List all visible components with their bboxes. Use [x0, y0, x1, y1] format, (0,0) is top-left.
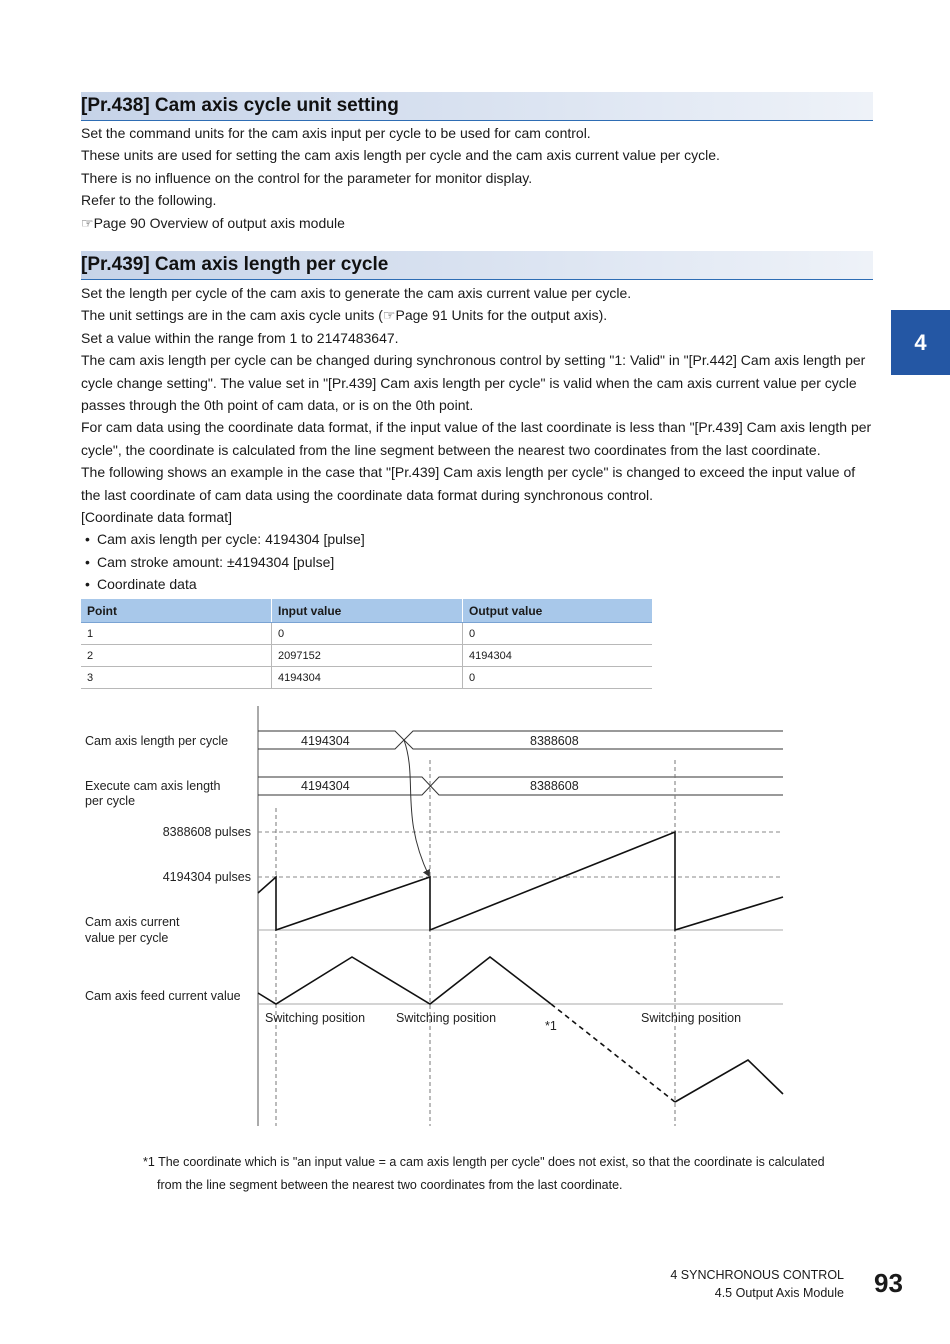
page-footer	[670, 1266, 844, 1302]
text-line: These units are used for setting the cam axis length per cycle and the cam axis current value per cycle.	[81, 147, 720, 164]
table-cell: 0	[463, 667, 653, 689]
exec-value: 4194304	[301, 779, 350, 793]
table-cell: 0	[272, 623, 463, 645]
chapter-tab[interactable]: 4	[891, 310, 950, 375]
bullet-item: • Coordinate data	[81, 573, 876, 595]
footnote-line: *1 The coordinate which is "an input value = a cam axis length per cycle" does not exist, so that the coordinate is calculated	[143, 1155, 825, 1169]
bullet-item: • Cam axis length per cycle: 4194304 [pulse]	[81, 528, 876, 550]
format-label: [Coordinate data format]	[81, 509, 232, 526]
table-cell: 4194304	[463, 645, 653, 667]
switching-guides	[276, 760, 675, 1126]
length-value: 8388608	[530, 734, 579, 748]
table-cell: 2	[81, 645, 272, 667]
switching-label: Switching position	[265, 1011, 366, 1025]
feed-value-waveform	[258, 957, 551, 1004]
row-label-current: Cam axis current	[85, 915, 180, 929]
footnote-mark: *1	[545, 1019, 557, 1033]
text-line: Set a value within the range from 1 to 2147483647.	[81, 329, 399, 346]
length-value: 4194304	[301, 734, 350, 748]
pointing-hand-icon: ☞	[81, 214, 94, 231]
row-label-feed: Cam axis feed current value	[85, 989, 241, 1003]
switching-label: Switching position	[396, 1011, 497, 1025]
level-label: 8388608 pulses	[162, 825, 251, 839]
row-label-exec: per cycle	[85, 794, 136, 808]
table-cell: 1	[81, 623, 272, 645]
exec-value: 8388608	[530, 779, 579, 793]
column-header: Input value	[272, 599, 463, 623]
row-label-exec: Execute cam axis length	[85, 779, 221, 793]
footnote-line: from the line segment between the nearest two coordinates from the last coordinate.	[157, 1177, 623, 1192]
switching-label: Switching position	[641, 1011, 742, 1025]
text-line: There is no influence on the control for the parameter for monitor display.	[81, 169, 533, 186]
text-line: Set the length per cycle of the cam axis to generate the cam axis current value per cycle.	[81, 285, 632, 301]
paragraph: The cam axis length per cycle can be changed during synchronous control by setting "1: Valid" in "[Pr.442] Cam axis length per cycle change setting". The value set in "[Pr.439] Cam axis length per cycle" is valid when the cam axis current value per cycle passes through the 0th point of cam data, or is on the 0th point.	[81, 352, 866, 414]
column-header: Output value	[463, 599, 653, 623]
row-label-length: Cam axis length per cycle	[85, 734, 229, 748]
table-cell: 2097152	[272, 645, 463, 667]
table-cell: 4194304	[272, 667, 463, 689]
footnote	[143, 1151, 863, 1196]
section-title: [Pr.438] Cam axis cycle unit setting	[81, 95, 399, 116]
column-header: Point	[81, 599, 272, 623]
footer-section: 4.5 Output Axis Module	[714, 1286, 844, 1300]
paragraph: The following shows an example in the case that "[Pr.439] Cam axis length per cycle" is changed to exceed the input value of the last coordinate of cam data using the coordinate data format during synchronous control.	[81, 464, 856, 503]
table-cell: 0	[463, 623, 653, 645]
reference-text: Page 90 Overview of output axis module	[93, 214, 345, 231]
text-line: Refer to the following.	[81, 192, 217, 209]
bullet-item: • Cam stroke amount: ±4194304 [pulse]	[81, 551, 876, 573]
row-label-current: value per cycle	[85, 931, 169, 945]
text-span: The unit settings are in the cam axis cycle units (	[81, 307, 383, 324]
change-arrow	[404, 740, 429, 876]
page-number: 93	[874, 1268, 903, 1298]
table-cell: 3	[81, 667, 272, 689]
text-line: Set the command units for the cam axis input per cycle to be used for cam control.	[81, 125, 591, 141]
pointing-hand-icon: ☞	[382, 307, 396, 324]
reference-levels	[258, 832, 783, 877]
current-value-waveform	[258, 832, 783, 930]
paragraph: For cam data using the coordinate data format, if the input value of the last coordinate is less than "[Pr.439] Cam axis length per cycle", the coordinate is calculated from the line segment between the nearest two coordinates from the last coordinate.	[81, 419, 872, 458]
footer-chapter: 4 SYNCHRONOUS CONTROL	[670, 1268, 844, 1282]
feed-value-waveform	[675, 1060, 783, 1102]
section-title: [Pr.439] Cam axis length per cycle	[81, 254, 389, 275]
reference-link[interactable]: Page 91 Units for the output axis).	[395, 307, 608, 324]
level-label: 4194304 pulses	[162, 870, 251, 884]
